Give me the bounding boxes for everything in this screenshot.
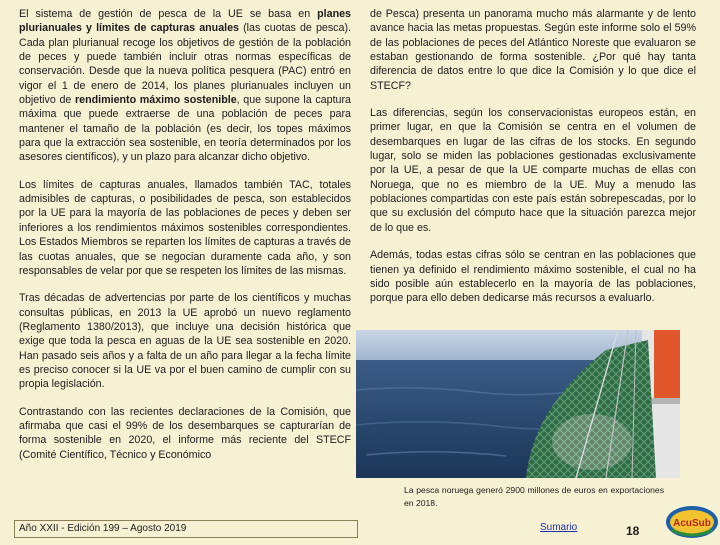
summary-link[interactable]: Sumario: [540, 522, 578, 533]
acusub-logo-icon: [664, 500, 720, 540]
bold-term-msy: rendimiento máximo sostenible: [74, 94, 237, 107]
edition-footer: Año XXII - Edición 199 – Agosto 2019: [14, 520, 358, 538]
fishing-net-photo: [356, 330, 680, 478]
svg-text:AcuSub: AcuSub: [673, 518, 711, 529]
paragraph-stecf-continued: de Pesca) presenta un panorama mucho más alarmante y de lento avance hacia las metas propuestas. Según este informe solo el 59% de las poblaciones de peces del Atlántico Noreste que evaluaron se estaban gestionando de forma sostenible. ¿Por qué hay tanta diferencia de datos entre lo que dice la Comisión y lo que dice el STECF?: [370, 8, 696, 92]
paragraph-management-system: [19, 7, 351, 165]
text-segment: , que supone la captura máxima que puede extraerse de una población de peces para mantener el tamaño de la población (es decir, los topes máximos para que la extracción sea sostenible, en teoría determinados por los asesores científicos), y un plazo para alcanzar dicho objetivo.: [19, 94, 351, 164]
paragraph-differences: Las diferencias, según los conservacionistas europeos están, en primer lugar, en que la Comisión se centra en el volumen de desembarques en lugar de las cifras de los stocks. En segundo lugar, solo se miden las poblaciones gestionadas exclusivamente por la UE, a pesar de que la UE comparte muchas de ellas con Noruega, que no es miembro de la UE. Muy a menudo las poblaciones compartidas con este país están sobrepescadas, por lo que su exclusión del cómputo hace que la situación parezca mejor de lo que es.: [370, 107, 696, 234]
paragraph-msy-figures: Además, todas estas cifras sólo se centran en las poblaciones que tienen ya definido el rendimiento máximo sostenible, el cual no ha sido posible aún establecerlo en la mayoría de las poblaciones, porque para ello deben dedicarse más recursos a evaluarlo.: [370, 249, 696, 305]
paragraph-stecf: Contrastando con las recientes declaraciones de la Comisión, que afirmaba que casi el 99% de los desembarques se capturarían de forma sostenible en 2020, el informe más reciente del STECF (Comité Científico, Técnico y Económico: [19, 405, 351, 461]
text-segment: (las cuotas de pesca). Cada plan plurianual recoge los objetivos de gestión de la población de peces y puede también incluir otras normas específicas de conservación. Desde que la nueva política pesquera (PAC) entró en vigor el 1 de enero de 2014, los planes plurianuales incluyen un objetivo de: [19, 22, 351, 107]
text-segment: El sistema de gestión de pesca de la UE se basa en: [19, 8, 318, 20]
left-column: [19, 7, 351, 475]
page-number: 18: [626, 524, 640, 538]
photo-caption: La pesca noruega generó 2900 millones de euros en exportaciones en 2018.: [404, 485, 664, 508]
bold-term-multiannual-plans: planes plurianuales y límites de capturas anuales: [19, 8, 351, 35]
paragraph-regulation: Tras décadas de advertencias por parte de los científicos y muchas consultas públicas, en 2013 la UE aprobó un nuevo reglamento (Reglamento 1380/2013), que incluye una decisión histórica que exige que toda la pesca en aguas de la UE sea sostenible en 2020. Han pasado seis años y a falta de un año para llegar a la fecha límite es preciso conocer si la UE va por el buen camino de cumplir con su propia legislación.: [19, 292, 351, 391]
paragraph-tac: Los límites de capturas anuales, llamados también TAC, totales admisibles de capturas, o posibilidades de pesca, son establecidos por la UE para la mayoría de las poblaciones de peces y deben ser inferiores a los rendimientos máximos sostenibles correspondientes. Los Estados Miembros se reparten los límites de capturas a través de las cuotas anuales, que se negocian duramente cada año, y son responsables de velar por que se respeten los límites de las mismas.: [19, 178, 351, 277]
right-column: [370, 7, 696, 319]
